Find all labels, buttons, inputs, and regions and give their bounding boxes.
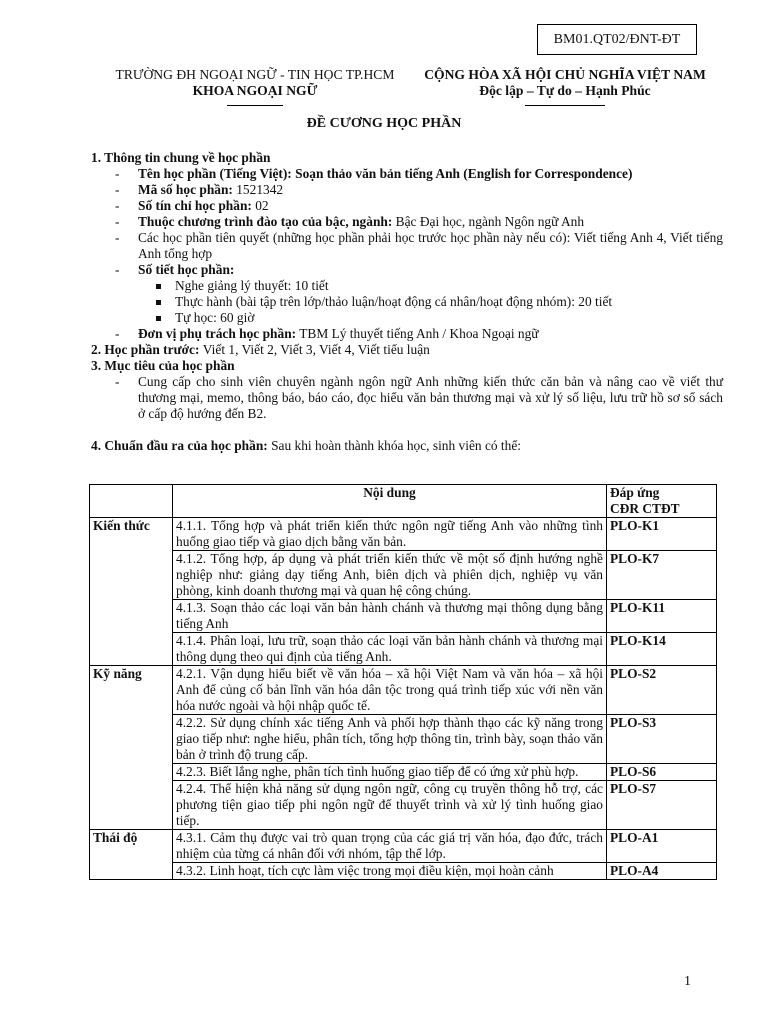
course-code-value: 1521342 xyxy=(236,182,284,197)
header-content-cell: Nội dung xyxy=(173,485,607,518)
table-row xyxy=(90,551,717,600)
group-knowledge: Kiến thức xyxy=(90,518,173,666)
section-1-heading: 1. Thông tin chung về học phần xyxy=(91,150,271,165)
table-row xyxy=(90,600,717,633)
program-item xyxy=(91,214,723,230)
table-row xyxy=(90,633,717,666)
outcome-plo: PLO-A4 xyxy=(607,863,717,880)
outcome-plo: PLO-A1 xyxy=(607,830,717,863)
course-name-item xyxy=(91,166,723,182)
unit-value: TBM Lý thuyết tiếng Anh / Khoa Ngoại ngữ xyxy=(299,326,539,341)
outcome-content: 4.3.1. Cảm thụ được vai trò quan trọng của các giá trị văn hóa, đạo đức, trách nhiệm của từng cá nhân đối với nhóm, tập thể lớp. xyxy=(173,830,607,863)
outcome-plo: PLO-S6 xyxy=(607,764,717,781)
document-body xyxy=(91,150,723,454)
outcome-content: 4.3.2. Linh hoạt, tích cực làm việc trong mọi điều kiện, mọi hoàn cảnh xyxy=(173,863,607,880)
national-motto-line2: Độc lập – Tự do – Hạnh Phúc xyxy=(479,83,651,98)
prerequisite-item xyxy=(91,230,723,262)
table-row xyxy=(90,830,717,863)
header-underline-right xyxy=(525,105,605,106)
section-4 xyxy=(91,438,723,454)
university-name: TRƯỜNG ĐH NGOẠI NGỮ - TIN HỌC TP.HCM xyxy=(115,67,395,82)
prerequisite-text: Các học phần tiên quyết (những học phần phải học trước học phần này nếu có): Viết tiếng Anh 4, Viết tiếng Anh tổng hợp xyxy=(138,230,723,261)
faculty-name: KHOA NGOẠI NGỮ xyxy=(192,83,318,98)
outcome-content: 4.2.3. Biết lắng nghe, phân tích tình huống giao tiếp để có ứng xử phù hợp. xyxy=(173,764,607,781)
section-2-value: Viết 1, Viết 2, Viết 3, Viết 4, Viết tiểu luận xyxy=(202,342,430,357)
program-label: Thuộc chương trình đào tạo của bậc, ngành: xyxy=(138,214,393,229)
table-row xyxy=(90,764,717,781)
outcome-content: 4.2.2. Sử dụng chính xác tiếng Anh và phối hợp thành thạo các kỹ năng trong giao tiếp như: nghe hiểu, phân tích, tổng hợp thông tin, trình bày, soạn thảo văn bản ở trình độ trung cấp. xyxy=(173,715,607,764)
outcome-plo: PLO-K11 xyxy=(607,600,717,633)
outcome-plo: PLO-S2 xyxy=(607,666,717,715)
periods-item xyxy=(91,262,723,326)
period-practice: Thực hành (bài tập trên lớp/thảo luận/hoạt động cá nhân/hoạt động nhóm): 20 tiết xyxy=(138,294,723,310)
document-title: ĐỀ CƯƠNG HỌC PHẦN xyxy=(306,116,462,131)
outcome-content: 4.1.4. Phân loại, lưu trữ, soạn thảo các loại văn bản hành chánh và thương mại thông dụng theo qui định của tiếng Anh. xyxy=(173,633,607,666)
outcome-content: 4.1.1. Tổng hợp và phát triển kiến thức ngôn ngữ tiếng Anh vào những tình huống giao tiếp và giao dịch bằng văn bản. xyxy=(173,518,607,551)
table-row xyxy=(90,666,717,715)
section-4-intro: Sau khi hoàn thành khóa học, sinh viên có thể: xyxy=(271,438,522,453)
outcome-plo: PLO-S3 xyxy=(607,715,717,764)
outcome-plo: PLO-K14 xyxy=(607,633,717,666)
outcome-content: 4.2.1. Vận dụng hiểu biết về văn hóa – xã hội Việt Nam và văn hóa – xã hội Anh để củng cố bản lĩnh văn hóa dân tộc trong quá trình tiếp xúc với nền văn hóa nước ngoài và hội nhập quốc tế. xyxy=(173,666,607,715)
period-lecture: Nghe giảng lý thuyết: 10 tiết xyxy=(138,278,723,294)
section-1-list xyxy=(91,166,723,342)
section-2-heading: 2. Học phần trước: xyxy=(91,342,200,357)
university-header xyxy=(70,67,440,106)
table-row xyxy=(90,518,717,551)
group-skills: Kỹ năng xyxy=(90,666,173,830)
national-motto-line1: CỘNG HÒA XÃ HỘI CHỦ NGHĨA VIỆT NAM xyxy=(424,67,706,82)
section-4-heading: 4. Chuẩn đầu ra của học phần: xyxy=(91,438,268,453)
credits-label: Số tín chỉ học phần: xyxy=(138,198,252,213)
group-attitude: Thái độ xyxy=(90,830,173,880)
form-code-box: BM01.QT02/ĐNT-ĐT xyxy=(537,24,697,55)
section-2 xyxy=(91,342,723,358)
credits-value: 02 xyxy=(255,198,269,213)
course-name-label: Tên học phần (Tiếng Việt): xyxy=(138,166,292,181)
periods-list xyxy=(138,278,723,326)
header-underline-left xyxy=(227,105,283,106)
national-header xyxy=(400,67,730,106)
outcome-plo: PLO-S7 xyxy=(607,781,717,830)
outcome-plo: PLO-K1 xyxy=(607,518,717,551)
table-header-row xyxy=(90,485,717,518)
unit-label: Đơn vị phụ trách học phần: xyxy=(138,326,297,341)
header-plo-line1: Đáp ứng xyxy=(610,485,660,500)
course-code-label: Mã số học phần: xyxy=(138,182,233,197)
program-value: Bậc Đại học, ngành Ngôn ngữ Anh xyxy=(395,214,585,229)
learning-outcomes-table xyxy=(89,484,717,880)
table-row xyxy=(90,863,717,880)
outcome-plo: PLO-K7 xyxy=(607,551,717,600)
credits-item xyxy=(91,198,723,214)
header-group-cell xyxy=(90,485,173,518)
course-code-item xyxy=(91,182,723,198)
periods-label: Số tiết học phần: xyxy=(138,262,235,277)
unit-item xyxy=(91,326,723,342)
objective-text: - Cung cấp cho sinh viên chuyên ngành ngôn ngữ Anh những kiến thức căn bản và nâng cao về viết thư thương mại, memo, thông báo, báo cáo, đọc hiểu văn bản thương mại và xử lý số liệu, lưu trữ hồ sơ sổ sách ở cấp độ hướng đến B2. xyxy=(91,374,723,422)
page-number: 1 xyxy=(684,974,691,989)
header-plo-line2: CĐR CTĐT xyxy=(610,501,680,516)
section-3-list xyxy=(91,374,723,422)
period-self-study: Tự học: 60 giờ xyxy=(138,310,723,326)
outcome-content: 4.1.3. Soạn thảo các loại văn bản hành chánh và thương mại thông dụng bằng tiếng Anh xyxy=(173,600,607,633)
table-row xyxy=(90,715,717,764)
outcome-content: 4.2.4. Thể hiện khả năng sử dụng ngôn ngữ, công cụ truyền thông hỗ trợ, các phương tiện giao tiếp phi ngôn ngữ để thuyết trình và xử lý tình huống giao tiếp. xyxy=(173,781,607,830)
outcome-content: 4.1.2. Tổng hợp, áp dụng và phát triển kiến thức về một số định hướng nghề nghiệp như: giảng dạy tiếng Anh, biên dịch và phiên dịch, nghiệp vụ văn phòng, kinh doanh thương mại và quan hệ công chúng. xyxy=(173,551,607,600)
header-plo-cell xyxy=(607,485,717,518)
section-3-heading: 3. Mục tiêu của học phần xyxy=(91,358,235,373)
course-name-value: Soạn thảo văn bản tiếng Anh (English for Correspondence) xyxy=(295,166,633,181)
table-row xyxy=(90,781,717,830)
